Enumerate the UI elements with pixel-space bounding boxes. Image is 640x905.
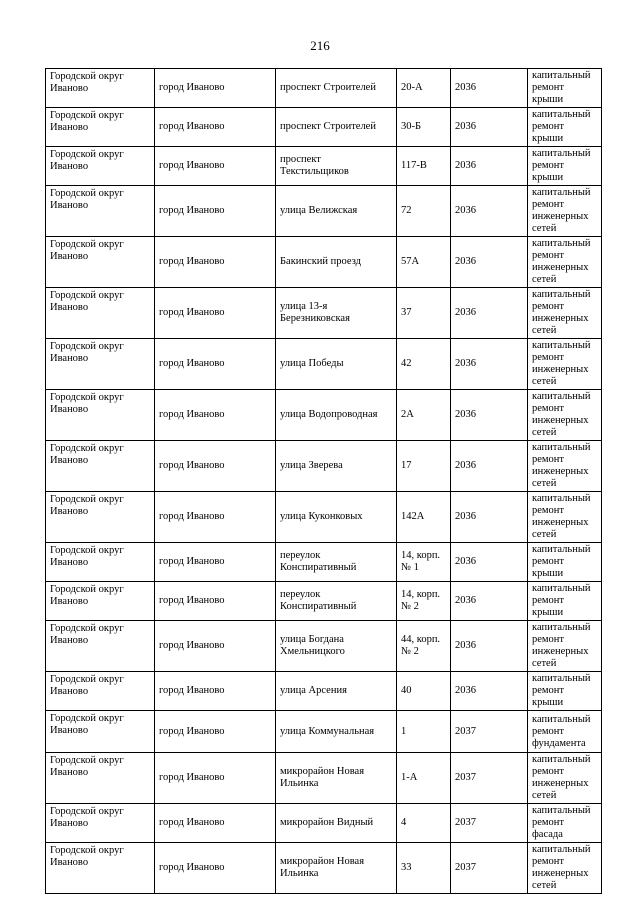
cell-house: 30-Б	[397, 108, 451, 147]
cell-district: Городской округ Иваново	[46, 711, 155, 753]
cell-city: город Иваново	[155, 288, 276, 339]
cell-city: город Иваново	[155, 753, 276, 804]
cell-work: капитальный ремонт инженерных сетей	[528, 186, 602, 237]
table-row	[46, 672, 602, 711]
cell-street: проспект Строителей	[276, 69, 397, 108]
cell-year: 2036	[451, 390, 528, 441]
table-row	[46, 186, 602, 237]
cell-street: переулок Конспиративный	[276, 543, 397, 582]
cell-work: капитальный ремонт инженерных сетей	[528, 288, 602, 339]
cell-district: Городской округ Иваново	[46, 390, 155, 441]
table-row	[46, 147, 602, 186]
cell-year: 2036	[451, 339, 528, 390]
cell-work: капитальный ремонт крыши	[528, 108, 602, 147]
cell-year: 2036	[451, 621, 528, 672]
cell-street: проспект Текстильщиков	[276, 147, 397, 186]
page-number: 216	[310, 38, 330, 53]
cell-work: капитальный ремонт крыши	[528, 672, 602, 711]
cell-year: 2036	[451, 237, 528, 288]
cell-district: Городской округ Иваново	[46, 288, 155, 339]
table-row	[46, 543, 602, 582]
cell-street: микрорайон Видный	[276, 804, 397, 843]
cell-city: город Иваново	[155, 711, 276, 753]
cell-house: 2А	[397, 390, 451, 441]
table-row	[46, 711, 602, 753]
cell-year: 2037	[451, 804, 528, 843]
cell-work: капитальный ремонт инженерных сетей	[528, 237, 602, 288]
cell-street: улица Богдана Хмельницкого	[276, 621, 397, 672]
cell-house: 1	[397, 711, 451, 753]
cell-district: Городской округ Иваново	[46, 843, 155, 894]
cell-house: 40	[397, 672, 451, 711]
cell-district: Городской округ Иваново	[46, 339, 155, 390]
cell-year: 2036	[451, 672, 528, 711]
cell-year: 2036	[451, 582, 528, 621]
cell-city: город Иваново	[155, 390, 276, 441]
cell-house: 33	[397, 843, 451, 894]
cell-street: проспект Строителей	[276, 108, 397, 147]
table-row	[46, 621, 602, 672]
cell-district: Городской округ Иваново	[46, 492, 155, 543]
cell-house: 4	[397, 804, 451, 843]
cell-year: 2037	[451, 711, 528, 753]
cell-work: капитальный ремонт крыши	[528, 69, 602, 108]
cell-city: город Иваново	[155, 582, 276, 621]
repair-schedule-table	[45, 68, 602, 894]
table-row	[46, 492, 602, 543]
cell-work: капитальный ремонт инженерных сетей	[528, 339, 602, 390]
table-row	[46, 237, 602, 288]
cell-city: город Иваново	[155, 804, 276, 843]
cell-work: капитальный ремонт крыши	[528, 543, 602, 582]
table-row	[46, 288, 602, 339]
cell-year: 2037	[451, 843, 528, 894]
cell-house: 1-А	[397, 753, 451, 804]
cell-house: 14, корп. № 2	[397, 582, 451, 621]
table-row	[46, 108, 602, 147]
cell-house: 37	[397, 288, 451, 339]
cell-year: 2036	[451, 108, 528, 147]
cell-district: Городской округ Иваново	[46, 147, 155, 186]
cell-house: 72	[397, 186, 451, 237]
cell-district: Городской округ Иваново	[46, 69, 155, 108]
cell-district: Городской округ Иваново	[46, 543, 155, 582]
table-row	[46, 441, 602, 492]
cell-district: Городской округ Иваново	[46, 672, 155, 711]
table-row	[46, 582, 602, 621]
cell-work: капитальный ремонт инженерных сетей	[528, 753, 602, 804]
cell-work: капитальный ремонт инженерных сетей	[528, 843, 602, 894]
cell-district: Городской округ Иваново	[46, 753, 155, 804]
cell-year: 2036	[451, 441, 528, 492]
cell-work: капитальный ремонт инженерных сетей	[528, 441, 602, 492]
cell-street: улица Победы	[276, 339, 397, 390]
cell-work: капитальный ремонт крыши	[528, 582, 602, 621]
cell-house: 117-В	[397, 147, 451, 186]
cell-street: улица Зверева	[276, 441, 397, 492]
cell-street: улица 13-я Березниковская	[276, 288, 397, 339]
cell-city: город Иваново	[155, 843, 276, 894]
cell-district: Городской округ Иваново	[46, 441, 155, 492]
cell-street: Бакинский проезд	[276, 237, 397, 288]
cell-city: город Иваново	[155, 108, 276, 147]
cell-city: город Иваново	[155, 69, 276, 108]
table-row	[46, 843, 602, 894]
cell-house: 142А	[397, 492, 451, 543]
cell-district: Городской округ Иваново	[46, 582, 155, 621]
cell-year: 2036	[451, 69, 528, 108]
cell-house: 20-А	[397, 69, 451, 108]
cell-city: город Иваново	[155, 339, 276, 390]
cell-district: Городской округ Иваново	[46, 804, 155, 843]
cell-city: город Иваново	[155, 186, 276, 237]
cell-year: 2036	[451, 147, 528, 186]
cell-city: город Иваново	[155, 621, 276, 672]
cell-house: 57А	[397, 237, 451, 288]
cell-city: город Иваново	[155, 672, 276, 711]
cell-city: город Иваново	[155, 492, 276, 543]
cell-house: 42	[397, 339, 451, 390]
table-row	[46, 69, 602, 108]
cell-street: улица Арсения	[276, 672, 397, 711]
cell-year: 2036	[451, 543, 528, 582]
cell-district: Городской округ Иваново	[46, 621, 155, 672]
cell-year: 2036	[451, 186, 528, 237]
table-row	[46, 804, 602, 843]
cell-house: 14, корп. № 1	[397, 543, 451, 582]
cell-year: 2036	[451, 492, 528, 543]
cell-district: Городской округ Иваново	[46, 237, 155, 288]
cell-house: 17	[397, 441, 451, 492]
cell-year: 2036	[451, 288, 528, 339]
cell-street: улица Коммунальная	[276, 711, 397, 753]
table-row	[46, 390, 602, 441]
cell-street: микрорайон Новая Ильинка	[276, 843, 397, 894]
cell-year: 2037	[451, 753, 528, 804]
cell-work: капитальный ремонт крыши	[528, 147, 602, 186]
cell-city: город Иваново	[155, 237, 276, 288]
cell-street: микрорайон Новая Ильинка	[276, 753, 397, 804]
cell-work: капитальный ремонт фундамента	[528, 711, 602, 753]
cell-city: город Иваново	[155, 441, 276, 492]
table-row	[46, 753, 602, 804]
cell-street: улица Водопроводная	[276, 390, 397, 441]
cell-street: улица Велижская	[276, 186, 397, 237]
cell-district: Городской округ Иваново	[46, 186, 155, 237]
cell-work: капитальный ремонт инженерных сетей	[528, 390, 602, 441]
cell-work: капитальный ремонт инженерных сетей	[528, 492, 602, 543]
cell-work: капитальный ремонт инженерных сетей	[528, 621, 602, 672]
cell-city: город Иваново	[155, 147, 276, 186]
cell-district: Городской округ Иваново	[46, 108, 155, 147]
cell-street: улица Куконковых	[276, 492, 397, 543]
cell-work: капитальный ремонт фасада	[528, 804, 602, 843]
cell-city: город Иваново	[155, 543, 276, 582]
table-row	[46, 339, 602, 390]
cell-street: переулок Конспиративный	[276, 582, 397, 621]
cell-house: 44, корп. № 2	[397, 621, 451, 672]
